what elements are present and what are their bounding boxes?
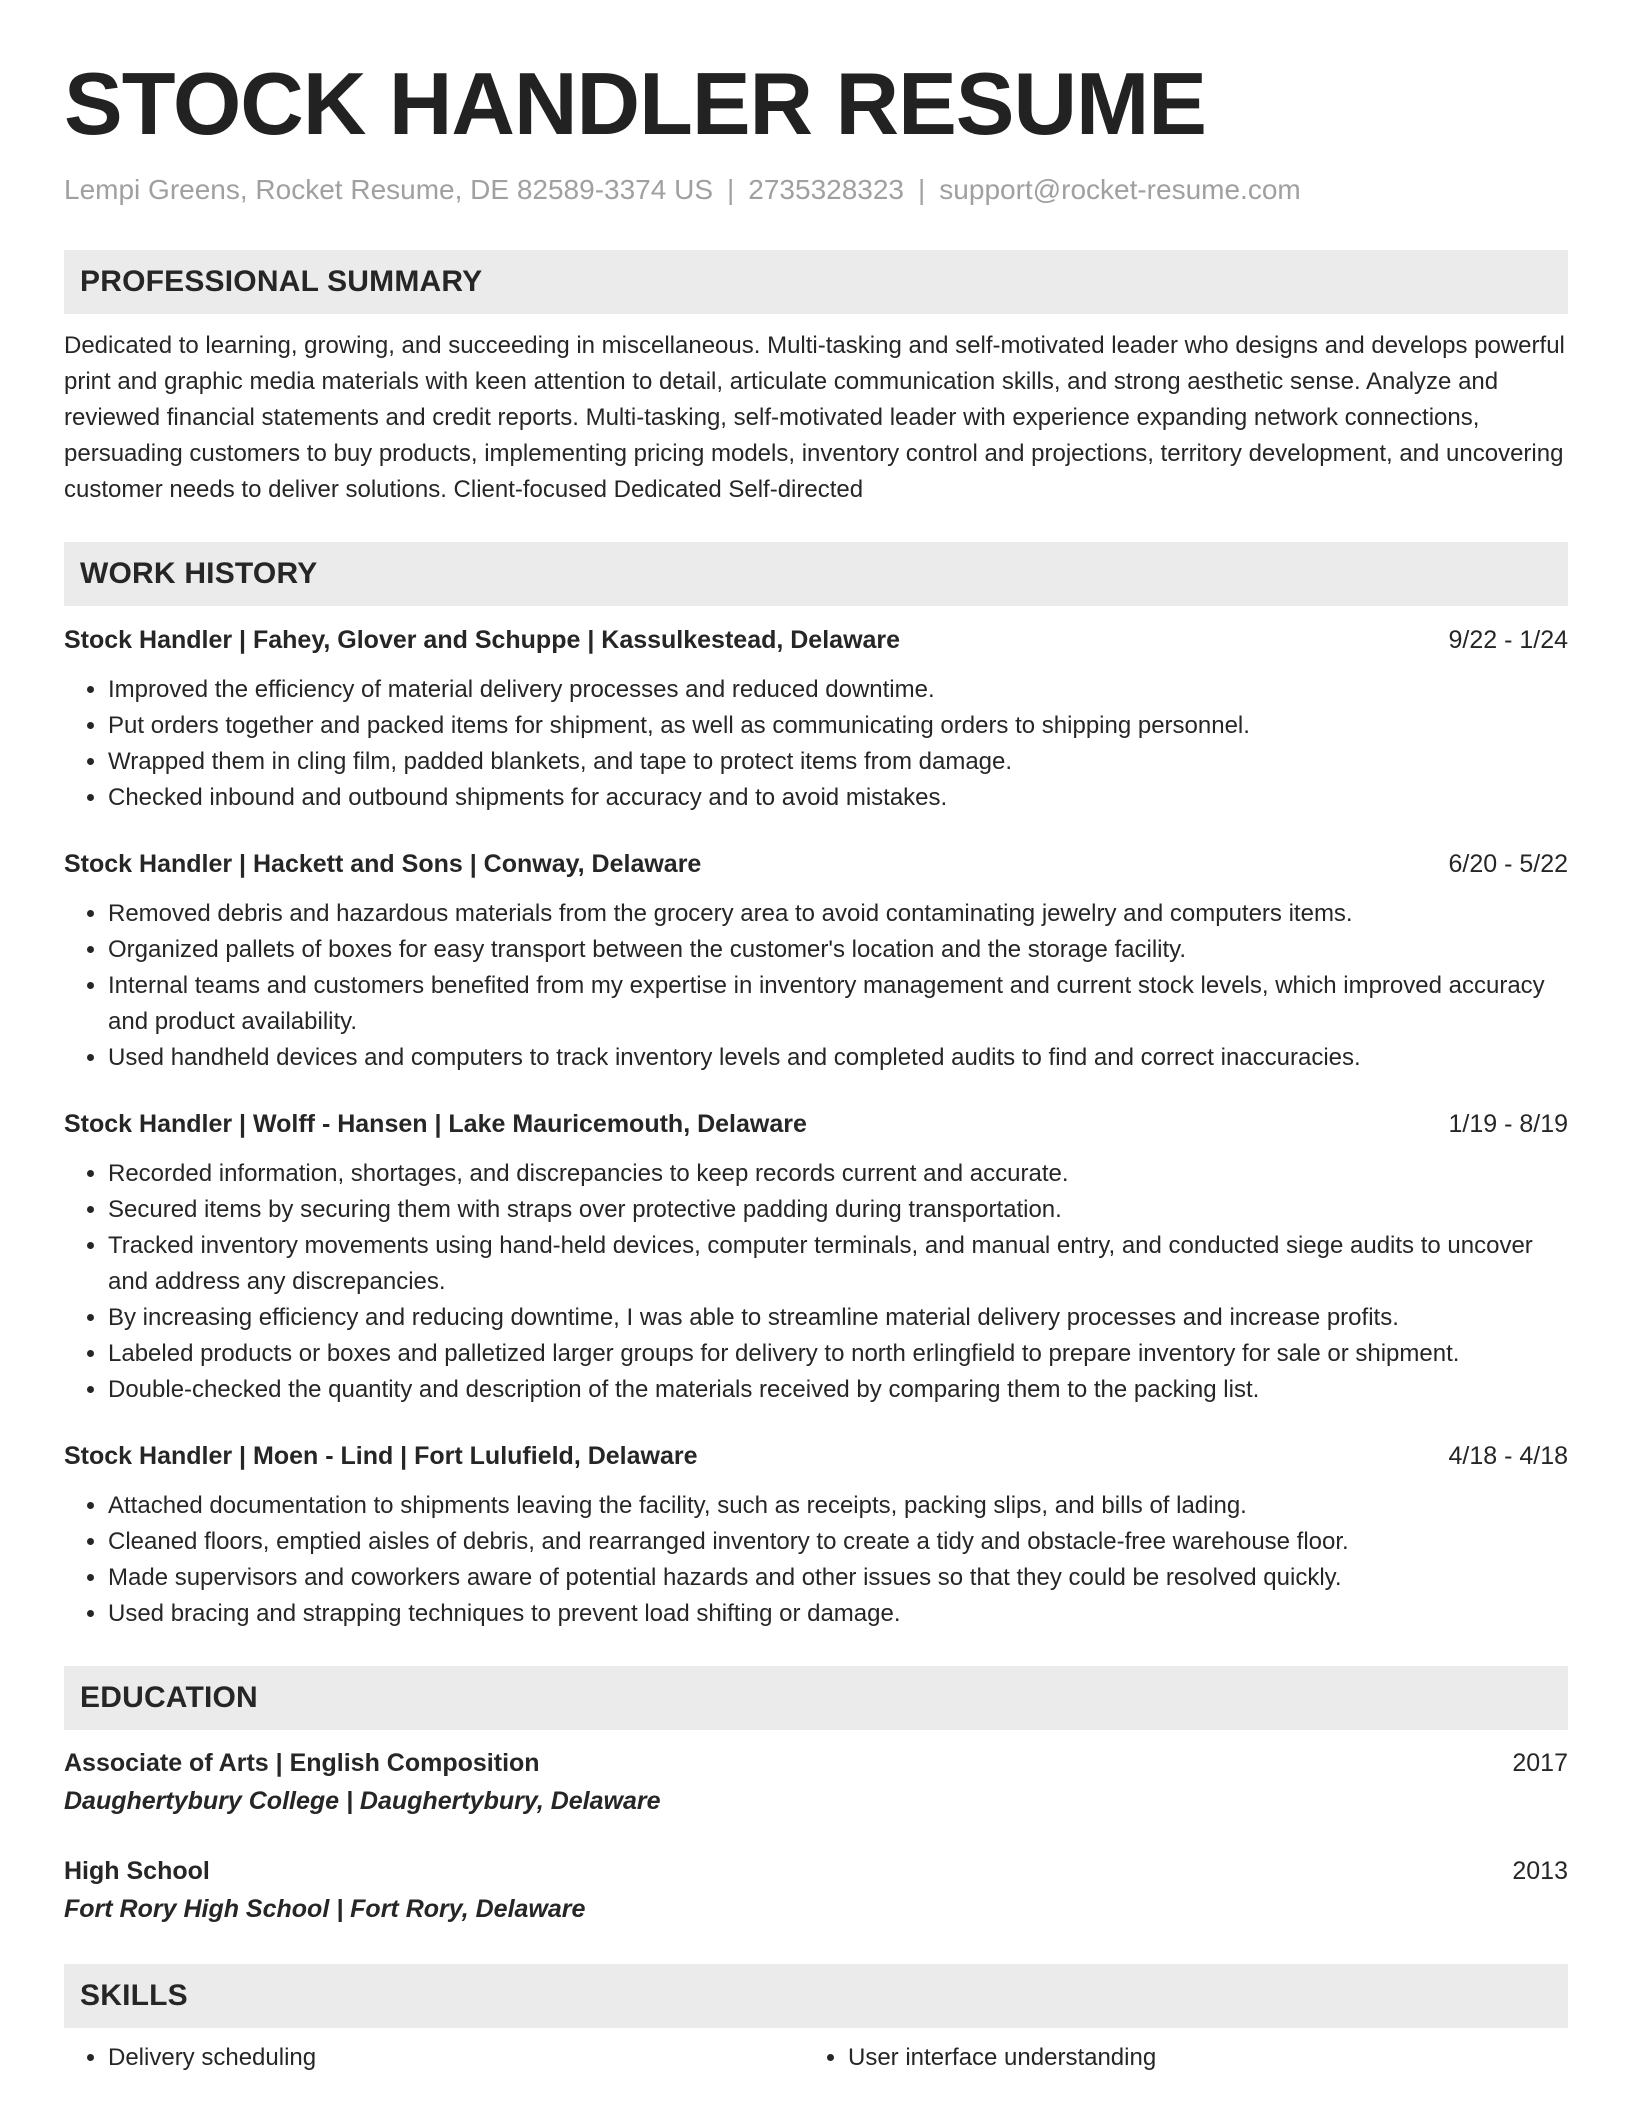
job-bullet: • Organized pallets of boxes for easy transport between the customer's location and the storage facility. — [108, 932, 1568, 968]
summary-heading: PROFESSIONAL SUMMARY — [64, 250, 1568, 314]
summary-text: Dedicated to learning, growing, and succeeding in miscellaneous. Multi-tasking and self-motivated leader who designs and develops powerful print and graphic media materials with keen attention to detail, articulate communication skills, and strong aesthetic sense. Analyze and reviewed financial statements and credit reports. Multi-tasking, self-motivated leader with experience expanding network connections, persuading customers to buy products, implementing pricing models, inventory control and projections, territory development, and uncovering customer needs to deliver solutions. Client-focused Dedicated Self-directed — [64, 332, 1565, 503]
education-school: Fort Rory High School | Fort Rory, Delaware — [64, 1895, 586, 1923]
job-bullet: • Internal teams and customers benefited from my expertise in inventory management and current stock levels, which improved accuracy and product availability. — [108, 968, 1568, 1040]
skills-column-left — [64, 2040, 804, 2076]
job-bullets — [64, 896, 1568, 1076]
job-title: Stock Handler | Wolff - Hansen | Lake Mauricemouth, Delaware — [64, 1110, 807, 1138]
job-bullet: • Wrapped them in cling film, padded blankets, and tape to protect items from damage. — [108, 744, 1568, 780]
job-title: Stock Handler | Fahey, Glover and Schuppe | Kassulkestead, Delaware — [64, 626, 901, 654]
job-bullet: • Removed debris and hazardous materials from the grocery area to avoid contaminating jewelry and computers items. — [108, 896, 1568, 932]
job-bullets — [64, 672, 1568, 816]
contact-address: Lempi Greens, Rocket Resume, DE 82589-3374 US — [64, 174, 713, 205]
job-bullet: • Tracked inventory movements using hand-held devices, computer terminals, and manual entry, and conducted siege audits to uncover and address any discrepancies. — [108, 1228, 1568, 1300]
resume-title: STOCK HANDLER RESUME — [64, 54, 1207, 153]
skills-list — [64, 2040, 1568, 2076]
education-entry — [64, 1852, 1568, 1928]
job-bullet: • Used bracing and strapping techniques to prevent load shifting or damage. — [108, 1596, 1568, 1632]
resume-page — [64, 56, 1568, 2076]
education-degree: Associate of Arts | English Composition — [64, 1749, 540, 1777]
work-history-heading: WORK HISTORY — [64, 542, 1568, 606]
contact-phone: 2735328323 — [748, 174, 905, 205]
job-dates: 4/18 - 4/18 — [1448, 1442, 1568, 1470]
job-entry — [64, 1438, 1568, 1632]
skill-item: • Delivery scheduling — [108, 2040, 804, 2076]
education-heading: EDUCATION — [64, 1666, 1568, 1730]
skill-item: • User interface understanding — [848, 2040, 1544, 2076]
education-year: 2013 — [1512, 1857, 1568, 1885]
job-bullet: • Put orders together and packed items for shipment, as well as communicating orders to shipping personnel. — [108, 708, 1568, 744]
job-dates: 9/22 - 1/24 — [1448, 626, 1568, 654]
skills-heading: SKILLS — [64, 1964, 1568, 2028]
contact-email: support@rocket-resume.com — [939, 174, 1301, 205]
job-bullet: • Attached documentation to shipments leaving the facility, such as receipts, packing slips, and bills of lading. — [108, 1488, 1568, 1524]
education-school: Daughertybury College | Daughertybury, Delaware — [64, 1787, 661, 1815]
contact-separator: | — [727, 174, 735, 205]
job-entry — [64, 846, 1568, 1076]
contact-separator: | — [918, 174, 926, 205]
education-entry — [64, 1744, 1568, 1820]
job-bullet: • Made supervisors and coworkers aware of potential hazards and other issues so that they could be resolved quickly. — [108, 1560, 1568, 1596]
job-bullet: • By increasing efficiency and reducing downtime, I was able to streamline material delivery processes and increase profits. — [108, 1300, 1568, 1336]
job-bullet: • Recorded information, shortages, and discrepancies to keep records current and accurate. — [108, 1156, 1568, 1192]
job-bullet: • Cleaned floors, emptied aisles of debris, and rearranged inventory to create a tidy and obstacle-free warehouse floor. — [108, 1524, 1568, 1560]
job-bullet: • Checked inbound and outbound shipments for accuracy and to avoid mistakes. — [108, 780, 1568, 816]
education-year: 2017 — [1512, 1749, 1568, 1777]
skills-column-right — [804, 2040, 1544, 2076]
job-bullet: • Used handheld devices and computers to track inventory levels and completed audits to find and correct inaccuracies. — [108, 1040, 1568, 1076]
job-dates: 6/20 - 5/22 — [1448, 850, 1568, 878]
job-title: Stock Handler | Hackett and Sons | Conway, Delaware — [64, 850, 702, 878]
job-entry — [64, 1106, 1568, 1408]
job-bullets — [64, 1156, 1568, 1408]
job-bullet: • Secured items by securing them with straps over protective padding during transportation. — [108, 1192, 1568, 1228]
job-bullet: • Labeled products or boxes and palletized larger groups for delivery to north erlingfield to prepare inventory for sale or shipment. — [108, 1336, 1568, 1372]
job-bullets — [64, 1488, 1568, 1632]
job-title: Stock Handler | Moen - Lind | Fort Lulufield, Delaware — [64, 1442, 698, 1470]
education-degree: High School — [64, 1857, 210, 1885]
job-entry — [64, 622, 1568, 816]
job-bullet: • Double-checked the quantity and description of the materials received by comparing them to the packing list. — [108, 1372, 1568, 1408]
contact-line — [64, 172, 1568, 208]
job-bullet: • Improved the efficiency of material delivery processes and reduced downtime. — [108, 672, 1568, 708]
job-dates: 1/19 - 8/19 — [1448, 1110, 1568, 1138]
